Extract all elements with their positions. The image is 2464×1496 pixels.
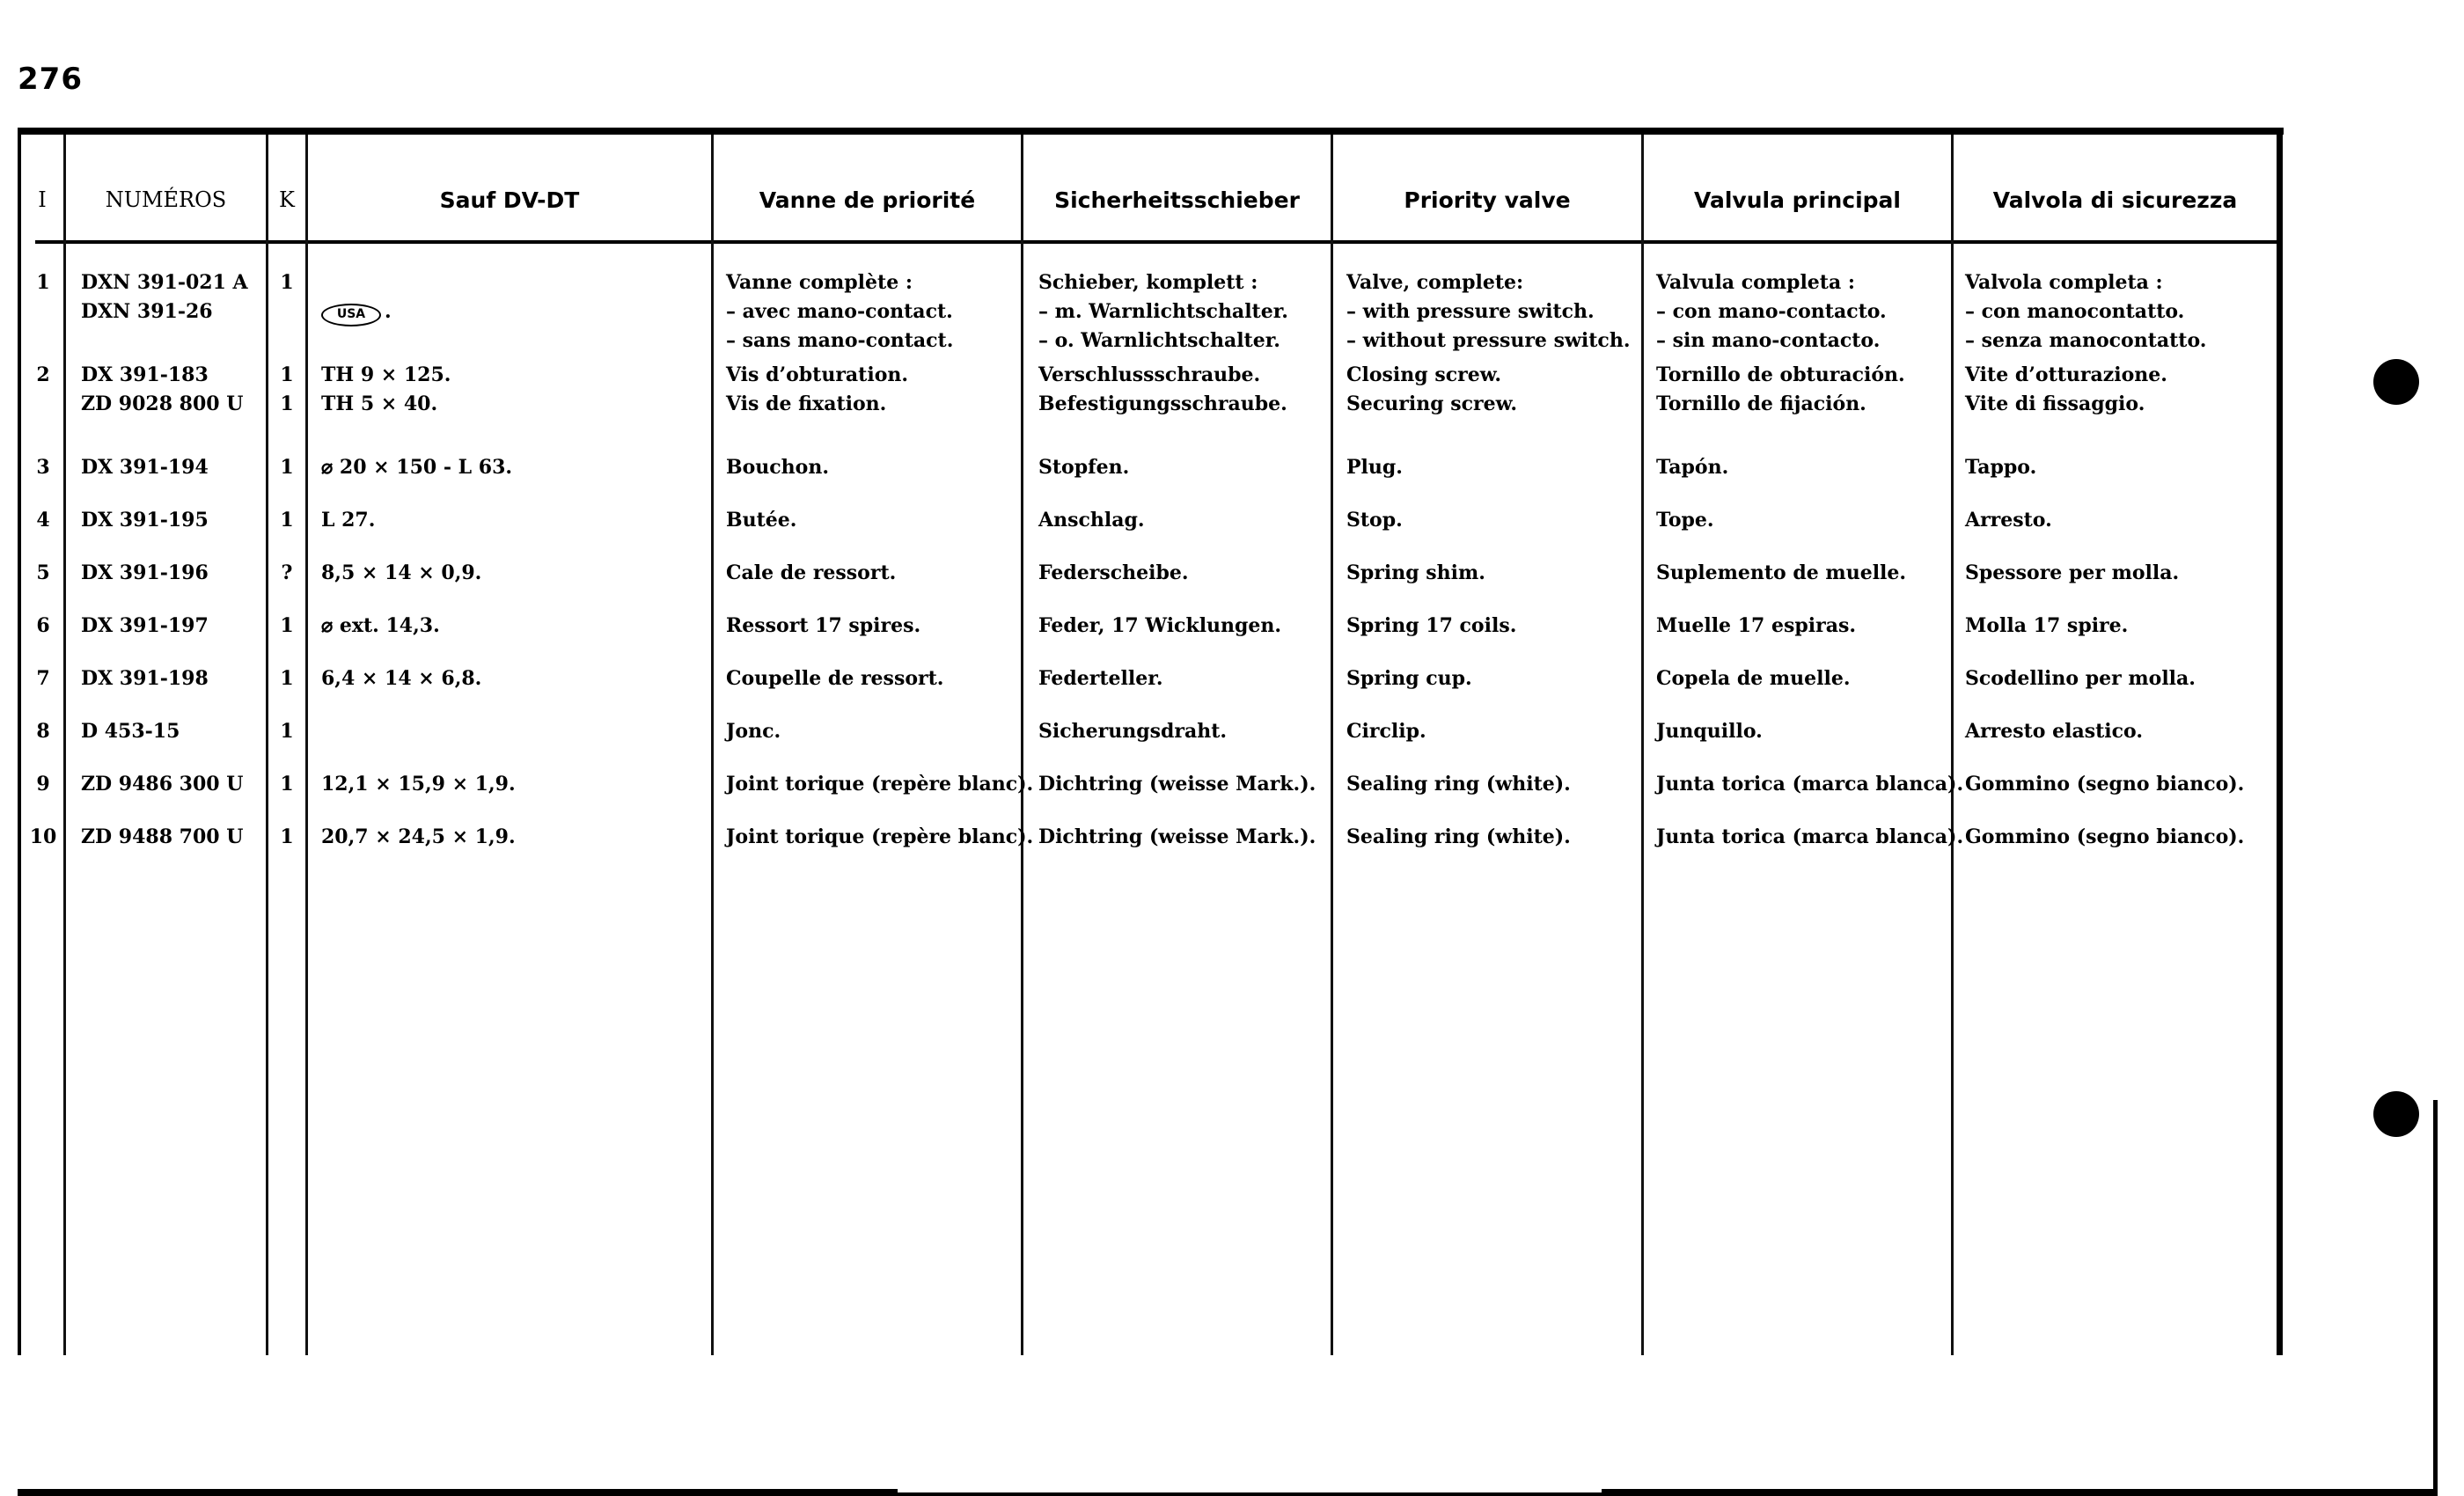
desc-french-line: – avec mano-contact. bbox=[726, 300, 953, 323]
desc-english bbox=[1346, 770, 1571, 799]
desc-italian bbox=[1965, 823, 2244, 852]
part-number-line: DX 391-195 bbox=[81, 509, 209, 532]
table-top-rule bbox=[18, 128, 2284, 135]
header-valvula: Valvula principal bbox=[1694, 187, 1901, 213]
desc-spanish-line: Tornillo de obturación. bbox=[1656, 363, 1905, 386]
desc-spanish bbox=[1656, 361, 1905, 419]
desc-german bbox=[1038, 717, 1227, 746]
desc-german-line: Anschlag. bbox=[1038, 509, 1145, 532]
part-number bbox=[81, 506, 209, 535]
desc-spanish-line: Tornillo de fijación. bbox=[1656, 392, 1866, 415]
quantity-k-line: 1 bbox=[280, 614, 294, 637]
desc-german bbox=[1038, 770, 1316, 799]
desc-german bbox=[1038, 361, 1287, 419]
desc-spanish bbox=[1656, 612, 1856, 641]
spec-sauf-dv-dt-line: 12,1 × 15,9 × 1,9. bbox=[321, 773, 516, 796]
part-number-line: ZD 9486 300 U bbox=[81, 773, 244, 796]
column-divider bbox=[1641, 135, 1644, 1355]
desc-french bbox=[726, 268, 953, 356]
desc-spanish-line: Junta torica (marca blanca). bbox=[1656, 773, 1964, 796]
row-index bbox=[26, 612, 60, 641]
desc-french-line: Bouchon. bbox=[726, 456, 829, 479]
desc-german-line: – m. Warnlichtschalter. bbox=[1038, 300, 1288, 323]
spec-sauf-dv-dt bbox=[321, 559, 481, 588]
quantity-k-line: 1 bbox=[280, 667, 294, 690]
desc-italian bbox=[1965, 664, 2196, 693]
quantity-k bbox=[268, 717, 305, 746]
desc-english bbox=[1346, 453, 1403, 482]
row-index-line: 1 bbox=[36, 271, 50, 294]
desc-english bbox=[1346, 664, 1472, 693]
spec-sauf-dv-dt bbox=[321, 506, 375, 535]
desc-french-line: Ressort 17 spires. bbox=[726, 614, 921, 637]
spec-sauf-dv-dt-line: ⌀ ext. 14,3. bbox=[321, 614, 440, 637]
desc-english bbox=[1346, 506, 1403, 535]
desc-english bbox=[1346, 823, 1571, 852]
quantity-k bbox=[268, 612, 305, 641]
part-number-line: ZD 9488 700 U bbox=[81, 825, 244, 848]
desc-italian bbox=[1965, 770, 2244, 799]
part-number-line: DX 391-197 bbox=[81, 614, 209, 637]
desc-german-line: Dichtring (weisse Mark.). bbox=[1038, 825, 1316, 848]
quantity-k-line: 1 bbox=[280, 720, 294, 743]
column-divider bbox=[1021, 135, 1023, 1355]
desc-french bbox=[726, 612, 920, 641]
desc-spanish-line: Muelle 17 espiras. bbox=[1656, 614, 1857, 637]
desc-french bbox=[726, 823, 1033, 852]
desc-italian-line: Arresto elastico. bbox=[1965, 720, 2143, 743]
desc-german-line: Befestigungsschraube. bbox=[1038, 392, 1287, 415]
desc-spanish bbox=[1656, 268, 1887, 356]
spec-sauf-dv-dt-line: L 27. bbox=[321, 509, 376, 532]
header-sauf: Sauf DV-DT bbox=[439, 187, 580, 213]
desc-german-line: Schieber, komplett : bbox=[1038, 271, 1258, 294]
desc-french bbox=[726, 664, 943, 693]
quantity-k bbox=[268, 823, 305, 852]
bottom-rule bbox=[18, 1489, 898, 1496]
desc-german-line: Dichtring (weisse Mark.). bbox=[1038, 773, 1316, 796]
binder-hole bbox=[2373, 1091, 2419, 1137]
row-index-line: 4 bbox=[36, 509, 50, 532]
part-number bbox=[81, 559, 209, 588]
desc-spanish bbox=[1656, 559, 1906, 588]
desc-italian bbox=[1965, 559, 2179, 588]
part-number bbox=[81, 664, 209, 693]
quantity-k-line: ? bbox=[281, 561, 293, 584]
spec-sauf-dv-dt-line bbox=[321, 268, 392, 297]
desc-italian bbox=[1965, 268, 2206, 356]
quantity-k-line: 1 bbox=[280, 456, 294, 479]
row-index bbox=[26, 664, 60, 693]
header-numeros: NUMÉROS bbox=[105, 187, 227, 212]
usa-stamp: USA bbox=[321, 304, 381, 326]
desc-english-line: Circlip. bbox=[1346, 720, 1426, 743]
desc-french bbox=[726, 361, 908, 419]
desc-italian bbox=[1965, 612, 2128, 641]
header-priority-valve: Priority valve bbox=[1404, 187, 1571, 213]
desc-french bbox=[726, 506, 796, 535]
desc-spanish bbox=[1656, 506, 1714, 535]
desc-spanish bbox=[1656, 664, 1851, 693]
row-index-line: 2 bbox=[36, 363, 50, 386]
desc-italian-line: Vite d’otturazione. bbox=[1965, 363, 2167, 386]
quantity-k bbox=[268, 506, 305, 535]
desc-italian-line: Molla 17 spire. bbox=[1965, 614, 2129, 637]
desc-english-line: Sealing ring (white). bbox=[1346, 773, 1571, 796]
right-edge-rule bbox=[2433, 1100, 2438, 1496]
desc-english-line: Spring 17 coils. bbox=[1346, 614, 1517, 637]
desc-spanish-line: Junta torica (marca blanca). bbox=[1656, 825, 1964, 848]
part-number bbox=[81, 612, 209, 641]
desc-spanish-line: Valvula completa : bbox=[1656, 271, 1855, 294]
desc-french-line: – sans mano-contact. bbox=[726, 329, 954, 352]
header-index: I bbox=[38, 187, 47, 212]
desc-french-line: Coupelle de ressort. bbox=[726, 667, 944, 690]
desc-spanish-line: Tope. bbox=[1656, 509, 1714, 532]
quantity-k bbox=[268, 770, 305, 799]
row-index bbox=[26, 453, 60, 482]
header-rule bbox=[35, 240, 2279, 244]
desc-italian bbox=[1965, 453, 2036, 482]
desc-german bbox=[1038, 823, 1316, 852]
quantity-k-line: 1 bbox=[280, 271, 294, 294]
desc-german-line: Federscheibe. bbox=[1038, 561, 1189, 584]
row-index bbox=[26, 361, 60, 390]
desc-spanish bbox=[1656, 453, 1728, 482]
desc-english-line: Plug. bbox=[1346, 456, 1403, 479]
binder-hole bbox=[2373, 359, 2419, 405]
quantity-k-line: 1 bbox=[280, 392, 294, 415]
desc-italian-line: Spessore per molla. bbox=[1965, 561, 2180, 584]
desc-english-line: Sealing ring (white). bbox=[1346, 825, 1571, 848]
part-number-line: DX 391-194 bbox=[81, 456, 209, 479]
spec-sauf-dv-dt bbox=[321, 664, 481, 693]
part-number-line: ZD 9028 800 U bbox=[81, 392, 244, 415]
desc-english-line: Spring shim. bbox=[1346, 561, 1485, 584]
row-index-line: 5 bbox=[36, 561, 50, 584]
quantity-k bbox=[268, 268, 305, 297]
header-sicherheitsschieber: Sicherheitsschieber bbox=[1054, 187, 1300, 213]
desc-french-line: Vis d’obturation. bbox=[726, 363, 909, 386]
spec-sauf-dv-dt bbox=[321, 770, 516, 799]
column-divider bbox=[1331, 135, 1333, 1355]
row-index bbox=[26, 559, 60, 588]
quantity-k bbox=[268, 453, 305, 482]
part-number-line: DX 391-196 bbox=[81, 561, 209, 584]
desc-french-line: Jonc. bbox=[726, 720, 781, 743]
header-k: K bbox=[279, 187, 295, 212]
desc-german-line: Stopfen. bbox=[1038, 456, 1130, 479]
desc-german-line: – o. Warnlichtschalter. bbox=[1038, 329, 1280, 352]
desc-english-line: – with pressure switch. bbox=[1346, 300, 1595, 323]
part-number-line: DX 391-198 bbox=[81, 667, 209, 690]
quantity-k-line: 1 bbox=[280, 773, 294, 796]
row-index-line: 7 bbox=[36, 667, 50, 690]
row-index bbox=[26, 717, 60, 746]
row-index-line: 10 bbox=[29, 825, 57, 848]
column-divider bbox=[711, 135, 714, 1355]
row-index bbox=[26, 823, 60, 852]
quantity-k bbox=[268, 559, 305, 588]
spec-sauf-dv-dt bbox=[321, 361, 451, 419]
desc-italian-line: – con manocontatto. bbox=[1965, 300, 2185, 323]
desc-english-line: Closing screw. bbox=[1346, 363, 1502, 386]
row-index bbox=[26, 506, 60, 535]
table-right-rule bbox=[2277, 128, 2283, 1355]
row-index-line: 3 bbox=[36, 456, 50, 479]
desc-italian-line: Scodellino per molla. bbox=[1965, 667, 2196, 690]
desc-french bbox=[726, 453, 829, 482]
spec-sauf-dv-dt bbox=[321, 612, 440, 641]
desc-english-line: Securing screw. bbox=[1346, 392, 1518, 415]
desc-spanish-line: – con mano-contacto. bbox=[1656, 300, 1887, 323]
desc-german-line: Feder, 17 Wicklungen. bbox=[1038, 614, 1282, 637]
desc-english bbox=[1346, 361, 1517, 419]
desc-spanish-line: – sin mano-contacto. bbox=[1656, 329, 1881, 352]
desc-italian-line: Vite di fissaggio. bbox=[1965, 392, 2145, 415]
desc-german bbox=[1038, 559, 1189, 588]
page-number: 276 bbox=[18, 62, 83, 97]
desc-italian-line: Arresto. bbox=[1965, 509, 2052, 532]
part-number-line: DXN 391-26 bbox=[81, 300, 213, 323]
desc-french-line: Vanne complète : bbox=[726, 271, 913, 294]
column-divider bbox=[63, 135, 66, 1355]
bottom-rule bbox=[1602, 1489, 2438, 1496]
row-index-line: 9 bbox=[36, 773, 50, 796]
desc-spanish bbox=[1656, 823, 1963, 852]
spec-sauf-dv-dt bbox=[321, 453, 512, 482]
part-number bbox=[81, 717, 180, 746]
spec-sauf-dv-dt-line: ⌀ 20 × 150 - L 63. bbox=[321, 456, 513, 479]
desc-german bbox=[1038, 268, 1288, 356]
bottom-rule bbox=[898, 1492, 1602, 1496]
desc-italian-line: Gommino (segno bianco). bbox=[1965, 773, 2245, 796]
desc-english bbox=[1346, 717, 1426, 746]
desc-german-line: Sicherungsdraht. bbox=[1038, 720, 1228, 743]
desc-french bbox=[726, 717, 781, 746]
desc-italian bbox=[1965, 361, 2167, 419]
part-number bbox=[81, 823, 243, 852]
part-number bbox=[81, 361, 243, 419]
spec-sauf-dv-dt-line: TH 9 × 125. bbox=[321, 363, 451, 386]
desc-german bbox=[1038, 453, 1129, 482]
desc-french-line: Joint torique (repère blanc). bbox=[726, 825, 1034, 848]
row-index bbox=[26, 770, 60, 799]
part-number-line: DX 391-183 bbox=[81, 363, 209, 386]
row-index bbox=[26, 268, 60, 297]
spec-sauf-dv-dt bbox=[321, 823, 516, 852]
column-divider bbox=[305, 135, 308, 1355]
desc-english-line: Stop. bbox=[1346, 509, 1403, 532]
quantity-k bbox=[268, 361, 305, 419]
spec-sauf-dv-dt-line: 8,5 × 14 × 0,9. bbox=[321, 561, 482, 584]
desc-spanish bbox=[1656, 770, 1963, 799]
spec-sauf-dv-dt-line: 20,7 × 24,5 × 1,9. bbox=[321, 825, 516, 848]
desc-french-line: Joint torique (repère blanc). bbox=[726, 773, 1034, 796]
desc-spanish-line: Tapón. bbox=[1656, 456, 1729, 479]
desc-german bbox=[1038, 664, 1163, 693]
desc-english-line: Valve, complete: bbox=[1346, 271, 1524, 294]
part-number bbox=[81, 770, 243, 799]
part-number-line: D 453-15 bbox=[81, 720, 180, 743]
row-index-line: 8 bbox=[36, 720, 50, 743]
spec-sauf-dv-dt: USA . bbox=[321, 268, 392, 326]
desc-english-line: Spring cup. bbox=[1346, 667, 1472, 690]
desc-italian-line: Valvola completa : bbox=[1965, 271, 2163, 294]
desc-spanish bbox=[1656, 717, 1763, 746]
column-divider bbox=[1951, 135, 1954, 1355]
table-left-rule bbox=[18, 128, 21, 1355]
desc-french-line: Butée. bbox=[726, 509, 797, 532]
desc-german bbox=[1038, 506, 1145, 535]
desc-italian bbox=[1965, 717, 2143, 746]
header-valvola: Valvola di sicurezza bbox=[1992, 187, 2238, 213]
part-number bbox=[81, 453, 209, 482]
parts-table bbox=[18, 128, 2284, 1355]
desc-french bbox=[726, 559, 896, 588]
desc-italian-line: Gommino (segno bianco). bbox=[1965, 825, 2245, 848]
desc-english-line: – without pressure switch. bbox=[1346, 329, 1631, 352]
header-vanne: Vanne de priorité bbox=[759, 187, 976, 213]
part-number bbox=[81, 268, 248, 326]
desc-spanish-line: Copela de muelle. bbox=[1656, 667, 1851, 690]
desc-italian-line: Tappo. bbox=[1965, 456, 2037, 479]
desc-german bbox=[1038, 612, 1281, 641]
desc-italian-line: – senza manocontatto. bbox=[1965, 329, 2207, 352]
quantity-k-line: 1 bbox=[280, 509, 294, 532]
desc-english bbox=[1346, 268, 1630, 356]
quantity-k-line: 1 bbox=[280, 825, 294, 848]
spec-sauf-dv-dt-line: 6,4 × 14 × 6,8. bbox=[321, 667, 482, 690]
part-number-line: DXN 391-021 A bbox=[81, 271, 248, 294]
quantity-k bbox=[268, 664, 305, 693]
quantity-k-line: 1 bbox=[280, 363, 294, 386]
desc-french-line: Vis de fixation. bbox=[726, 392, 887, 415]
desc-german-line: Verschlussschraube. bbox=[1038, 363, 1261, 386]
desc-french bbox=[726, 770, 1033, 799]
row-index-line: 6 bbox=[36, 614, 50, 637]
desc-french-line: Cale de ressort. bbox=[726, 561, 897, 584]
desc-english bbox=[1346, 612, 1516, 641]
desc-german-line: Federteller. bbox=[1038, 667, 1163, 690]
desc-english bbox=[1346, 559, 1485, 588]
desc-italian bbox=[1965, 506, 2052, 535]
desc-spanish-line: Suplemento de muelle. bbox=[1656, 561, 1907, 584]
desc-spanish-line: Junquillo. bbox=[1656, 720, 1763, 743]
spec-sauf-dv-dt-line: TH 5 × 40. bbox=[321, 392, 438, 415]
